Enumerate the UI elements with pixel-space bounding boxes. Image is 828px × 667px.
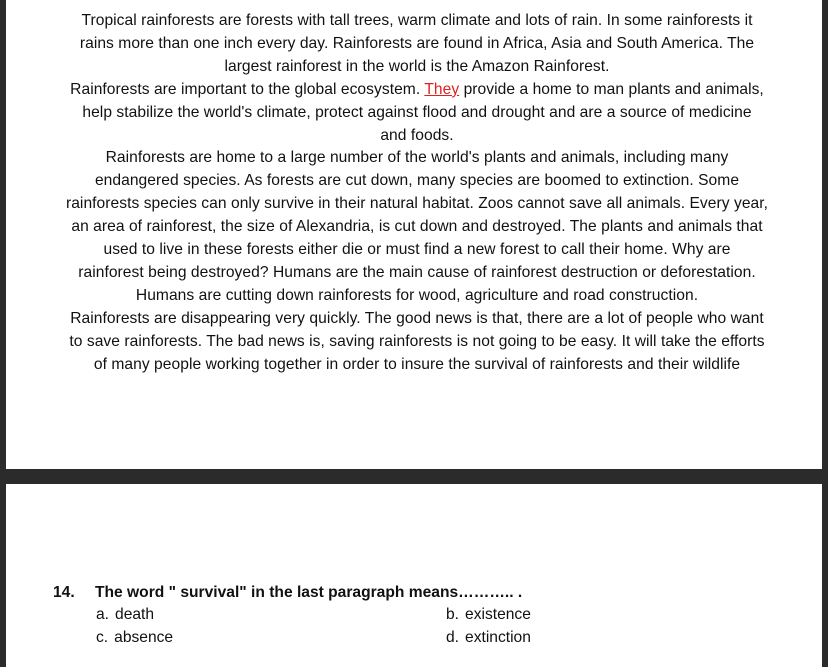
option-text: extinction (465, 628, 531, 646)
question-text: The word " survival" in the last paragraph means……….. . (95, 584, 523, 601)
highlighted-word: They (424, 80, 460, 98)
option-letter: d. (446, 628, 460, 646)
passage-line: Tropical rainforests are forests with tall trees, warm climate and lots of rain. In some rainforests it (81, 12, 753, 29)
question-block (53, 582, 793, 649)
question-number: 14. (53, 584, 75, 601)
question-page (6, 484, 822, 667)
option-text: absence (114, 628, 174, 646)
passage-line: rainforest being destroyed? Humans are the main cause of rainforest destruction or deforestation. (78, 263, 756, 281)
passage-line: help stabilize the world's climate, protect against flood and drought and are a source of medicine (82, 103, 752, 121)
option-b[interactable] (446, 604, 746, 627)
question-stem (53, 582, 793, 604)
passage-page (6, 0, 822, 469)
option-c[interactable] (96, 627, 446, 650)
passage-line-highlighted (36, 79, 798, 102)
option-d[interactable] (446, 627, 746, 650)
answer-options (96, 604, 793, 649)
option-text: death (115, 606, 155, 623)
option-letter: c. (96, 628, 109, 646)
option-letter: a. (96, 606, 110, 623)
option-a[interactable] (96, 604, 446, 627)
passage-line: Humans are cutting down rainforests for wood, agriculture and road construction. (135, 286, 699, 304)
passage-line-end: provide a home to man plants and animals, (459, 80, 764, 98)
option-letter: b. (446, 606, 460, 623)
passage-line: used to live in these forests either die or must find a new forest to call their home. Why are (103, 241, 731, 259)
passage-line: endangered species. As forests are cut down, many species are boomed to extinction. Some (94, 172, 740, 190)
reading-passage (36, 10, 798, 377)
passage-line-start: Rainforests are important to the global ecosystem. (70, 80, 425, 98)
passage-line: Rainforests are home to a large number of the world's plants and animals, including many (105, 149, 729, 167)
passage-line: of many people working together in order to insure the survival of rainforests and their wildlife (93, 355, 741, 373)
option-text: existence (465, 606, 531, 623)
passage-line: rainforests species can only survive in their natural habitat. Zoos cannot save all animals. Every year, (65, 195, 769, 213)
passage-line: to save rainforests. The bad news is, saving rainforests is not going to be easy. It will take the efforts (69, 332, 765, 350)
passage-line: rains more than one inch every day. Rainforests are found in Africa, Asia and South America. The (79, 34, 755, 52)
passage-line: largest rainforest in the world is the Amazon Rainforest. (224, 57, 610, 75)
passage-line: Rainforests are disappearing very quickly. The good news is that, there are a lot of people who want (70, 309, 764, 327)
passage-line: an area of rainforest, the size of Alexandria, is cut down and destroyed. The plants and animals that (71, 218, 763, 236)
passage-line: and foods. (380, 126, 454, 144)
